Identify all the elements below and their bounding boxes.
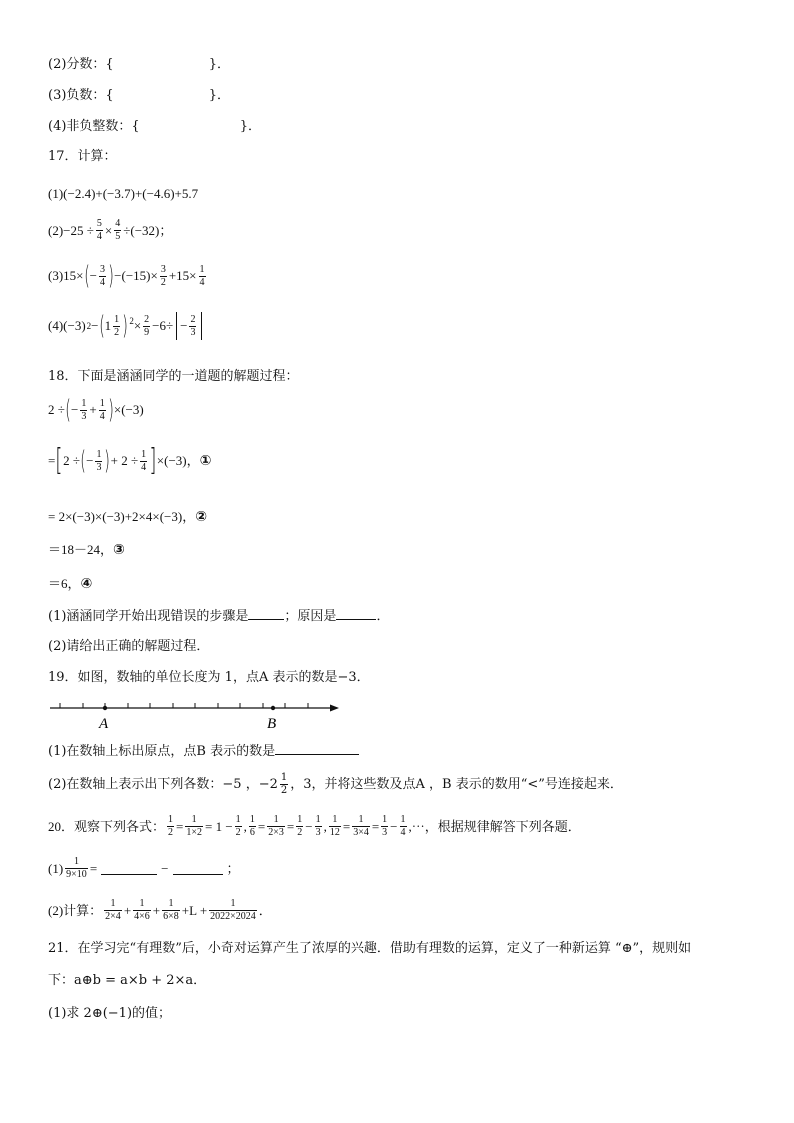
- whole-one: 1: [104, 318, 112, 333]
- frac-num: 1: [235, 814, 241, 825]
- q18-line2: [48, 443, 212, 478]
- comma: ,: [243, 818, 247, 834]
- q17-title: 17．计算：: [48, 149, 117, 164]
- minus-sign: −: [71, 402, 79, 417]
- frac-nine-x-ten: [65, 856, 88, 881]
- frac-den: 3: [96, 461, 102, 473]
- close-paren: ): [108, 395, 114, 425]
- frac-den: 2×4: [105, 911, 121, 922]
- q18-line4-text: ＝18－24，: [48, 542, 114, 557]
- q18-sub1-b: ；原因是: [284, 609, 337, 624]
- frac-one-fourth: [400, 814, 407, 839]
- point-a-dot: [103, 706, 107, 710]
- frac-den: 3: [382, 827, 388, 838]
- q18-line1-post: ×(−3): [113, 402, 144, 417]
- q18-line2-b: + 2 ÷: [110, 453, 139, 468]
- frac-one-third: [381, 814, 388, 839]
- frac-den: 2: [160, 276, 166, 288]
- answer-blank[interactable]: [101, 862, 157, 875]
- frac-num: 4: [115, 218, 121, 229]
- q18-sub1-a: (1)涵涵同学开始出现错误的步骤是: [48, 609, 249, 624]
- q17-part4-exp2: 2: [129, 316, 134, 326]
- q19-sub1: [48, 742, 359, 761]
- q19-sub1-text: (1)在数轴上标出原点，点B 表示的数是: [48, 744, 276, 759]
- q19-title: 19．如图，数轴的单位长度为 1，点A 表示的数是−3．: [48, 670, 370, 685]
- q17-part2-pre: −25 ÷: [63, 222, 94, 238]
- step-mark-2: ②: [195, 509, 208, 525]
- ellipsis: +L +: [181, 902, 208, 918]
- answer-blank[interactable]: [248, 607, 284, 620]
- tick-marks: [60, 703, 308, 708]
- frac-one-x-two: [185, 814, 203, 839]
- frac-num: 1: [110, 898, 116, 909]
- frac-den: 2022×2024: [210, 911, 256, 922]
- frac-one-sixth: [249, 814, 256, 839]
- q17-part4-base: (−3): [63, 318, 86, 333]
- q21-sub1: (1)求 2⊕(−1)的值；: [48, 1006, 172, 1021]
- q17-part4: [48, 312, 205, 340]
- frac-num: 5: [96, 218, 102, 229]
- close-paren: ): [108, 261, 114, 291]
- q21-line1: 21．在学习完“有理数”后，小奇对运算产生了浓厚的兴趣．借助有理数的运算，定义了一种新运算 “⊕”，规则如: [48, 941, 692, 956]
- q19-sub2: [48, 772, 623, 797]
- q19-sub2-a: (2)在数轴上表示出下列各数：−5 ，−2: [48, 776, 278, 792]
- frac-three-halves: [160, 264, 167, 289]
- q17-part2-post: ÷(−32)；: [123, 222, 173, 238]
- frac-den: 12: [329, 827, 340, 838]
- frac-den: 4: [100, 276, 106, 288]
- q19-sub2-b: ，3，并将这些数及点A ，B 表示的数用“<”号连接起来．: [290, 776, 623, 792]
- frac-three-fourths: [99, 264, 106, 289]
- open-paren: (: [83, 261, 90, 291]
- frac-num: 1: [168, 814, 174, 825]
- open-paren: (: [65, 395, 71, 425]
- eq-sign: =: [342, 818, 351, 834]
- frac-num: 1: [332, 814, 338, 825]
- frac-den: 3×4: [353, 827, 369, 838]
- frac-five-fourths: [96, 218, 103, 243]
- frac-den: 9: [144, 326, 150, 338]
- q17-part3-mid2: +15×: [168, 268, 197, 283]
- q21-line2: 下：a⊕b = a×b + 2×a．: [48, 973, 207, 988]
- frac-two-x-four: [104, 898, 122, 923]
- frac-den: 2: [297, 827, 303, 838]
- minus-sign: −: [390, 818, 398, 834]
- step-mark-1: ①: [199, 453, 212, 469]
- frac-num: 1: [114, 313, 120, 325]
- frac-one-third: [80, 398, 87, 423]
- frac-den: 2: [235, 827, 241, 838]
- number-line: [44, 696, 344, 736]
- q16-negative-row: [48, 87, 230, 105]
- answer-blank[interactable]: [336, 607, 376, 620]
- frac-den: 4: [96, 231, 102, 242]
- q18-sub1-c: ．: [376, 609, 390, 624]
- open-paren: (: [98, 311, 105, 341]
- q20-title-row: [48, 814, 581, 839]
- eq-sign: =: [176, 818, 184, 834]
- q17-part2: [48, 218, 172, 243]
- q18-line2-a: 2 ÷: [63, 453, 80, 468]
- frac-den: 2×3: [268, 827, 284, 838]
- q18-sub1: [48, 607, 389, 626]
- eq-part: = 1 −: [205, 818, 233, 834]
- frac-den: 4: [99, 410, 105, 422]
- point-a-label: A: [99, 716, 109, 732]
- q18-line5-text: ＝6，: [48, 576, 81, 591]
- frac-num: 1: [99, 397, 105, 409]
- answer-blank[interactable]: [173, 862, 223, 875]
- frac-num: 1: [168, 898, 174, 909]
- q17-part2-mid: ×: [104, 222, 113, 238]
- q18-sub2: (2)请给出正确的解题过程．: [48, 639, 210, 654]
- frac-den: 2: [280, 785, 288, 796]
- minus-sign: −: [161, 860, 169, 876]
- frac-two-thirds: [189, 314, 196, 339]
- frac-one-third: [95, 449, 102, 474]
- eq-sign: =: [257, 818, 266, 834]
- q18-line2-post: ×(−3)，: [156, 453, 200, 468]
- eq-sign: =: [371, 818, 380, 834]
- answer-blank[interactable]: [275, 742, 359, 755]
- q16-nonneg-row: [48, 118, 261, 136]
- frac-num: 1: [191, 814, 197, 825]
- frac-one-half: [280, 772, 288, 797]
- q17-part3-mid: −(−15)×: [114, 268, 158, 283]
- frac-one-half: [167, 814, 174, 839]
- frac-den: 5: [115, 231, 121, 242]
- abs-bar-right: [201, 312, 202, 340]
- frac-den: 6: [249, 827, 255, 838]
- minus-sign: −: [180, 318, 188, 333]
- frac-den: 4×6: [134, 911, 150, 922]
- q17-part4-minus: −: [91, 318, 99, 333]
- frac-den: 9×10: [66, 869, 87, 880]
- plus-sign: +: [123, 902, 132, 918]
- frac-num: 1: [280, 772, 288, 783]
- frac-den: 3: [190, 326, 196, 338]
- step-mark-3: ③: [113, 542, 125, 558]
- point-b-dot: [271, 706, 275, 710]
- frac-one-fourth: [140, 449, 147, 474]
- open-bracket: [: [55, 443, 63, 478]
- frac-one-fourth: [199, 264, 206, 289]
- frac-den: 3: [315, 827, 321, 838]
- minus-sign: −: [86, 453, 94, 468]
- q18-line2-pre: =: [48, 453, 56, 468]
- frac-num: 1: [315, 814, 321, 825]
- frac-num: 1: [249, 814, 255, 825]
- frac-four-x-six: [133, 898, 151, 923]
- eq-sign: =: [286, 818, 295, 834]
- frac-num: 1: [199, 263, 205, 275]
- frac-num: 1: [273, 814, 279, 825]
- frac-six-x-eight: [162, 898, 180, 923]
- q20-sub2-label: (2)计算：: [48, 902, 103, 918]
- frac-last-term: [209, 898, 257, 923]
- close-paren: ): [122, 311, 129, 341]
- frac-num: 1: [81, 397, 87, 409]
- frac-den: 4: [141, 461, 147, 473]
- q16-nonneg-close: }．: [239, 119, 261, 134]
- q20-sub2: [48, 898, 272, 923]
- frac-den: 4: [400, 827, 406, 838]
- q16-negative-label: (3)负数：{: [48, 88, 114, 103]
- frac-num: 1: [73, 856, 79, 867]
- semicolon: ；: [226, 860, 240, 876]
- period: ．: [258, 902, 272, 918]
- frac-num: 2: [190, 313, 196, 325]
- q17-part4-exp: 2: [86, 321, 92, 331]
- q20-title-tail: ,⋯，根据规律解答下列各题．: [408, 818, 581, 834]
- q18-line1: [48, 396, 144, 424]
- open-paren: (: [80, 446, 86, 476]
- q16-fraction-label: (2)分数：{: [48, 57, 114, 72]
- q17-part2-label: (2): [48, 222, 64, 238]
- frac-den: 1×2: [186, 827, 202, 838]
- q17-part3-pre: 15×: [63, 268, 84, 283]
- frac-one-fourth: [99, 398, 106, 423]
- q18-line1-pre: 2 ÷: [48, 402, 65, 417]
- point-b-label: B: [267, 716, 277, 732]
- q18-line4: [48, 541, 125, 559]
- q17-part3-label: (3): [48, 268, 64, 283]
- comma: ,: [323, 818, 327, 834]
- frac-num: 1: [139, 898, 145, 909]
- close-paren: ): [104, 446, 111, 476]
- q18-title: 18．下面是涵涵同学的一道题的解题过程：: [48, 369, 299, 384]
- q17-part4-div: −6÷: [152, 318, 174, 333]
- frac-den: 3: [81, 410, 87, 422]
- close-bracket: ]: [149, 443, 157, 478]
- eq-sign: =: [89, 860, 98, 876]
- plus-sign: +: [89, 402, 97, 417]
- q17-part3: [48, 262, 208, 290]
- frac-num: 3: [160, 263, 166, 275]
- frac-one-twelfth: [329, 814, 341, 839]
- q16-nonneg-label: (4)非负整数：{: [48, 119, 140, 134]
- frac-num: 1: [96, 448, 102, 460]
- q18-line5: [48, 575, 92, 593]
- q18-line3: [48, 508, 207, 526]
- q16-fraction-row: [48, 56, 230, 74]
- frac-one-half: [113, 314, 120, 339]
- frac-num: 1: [297, 814, 303, 825]
- plus-sign: +: [152, 902, 161, 918]
- frac-three-x-four: [352, 814, 370, 839]
- frac-one-third: [315, 814, 322, 839]
- frac-two-ninths: [143, 314, 150, 339]
- frac-num: 1: [400, 814, 406, 825]
- frac-den: 6×8: [163, 911, 179, 922]
- frac-num: 1: [358, 814, 364, 825]
- q17-part1: (1)(−2.4)+(−3.7)+(−4.6)+5.7: [48, 186, 199, 201]
- q20-sub1-label: (1): [48, 860, 64, 876]
- frac-two-x-three: [267, 814, 285, 839]
- abs-bar-left: [176, 312, 177, 340]
- frac-num: 3: [100, 263, 106, 275]
- minus-sign: −: [305, 818, 313, 834]
- frac-den: 2: [168, 827, 174, 838]
- q16-negative-close: }．: [208, 88, 230, 103]
- frac-one-half: [296, 814, 303, 839]
- q17-part4-label: (4): [48, 318, 64, 333]
- q20-sub1: [48, 856, 240, 881]
- q16-fraction-close: }．: [208, 57, 230, 72]
- q17-part4-times: ×: [133, 318, 142, 333]
- q20-title: 20．观察下列各式：: [48, 818, 166, 834]
- frac-num: 1: [230, 898, 236, 909]
- frac-num: 2: [144, 313, 150, 325]
- step-mark-4: ④: [80, 576, 93, 592]
- frac-one-half: [235, 814, 242, 839]
- q18-line3-text: = 2×(−3)×(−3)+2×4×(−3)，: [48, 509, 196, 524]
- frac-num: 1: [382, 814, 388, 825]
- minus-sign: −: [89, 268, 98, 283]
- frac-den: 2: [114, 326, 120, 338]
- frac-den: 4: [199, 276, 205, 288]
- frac-num: 1: [141, 448, 147, 460]
- frac-four-fifths: [114, 218, 121, 243]
